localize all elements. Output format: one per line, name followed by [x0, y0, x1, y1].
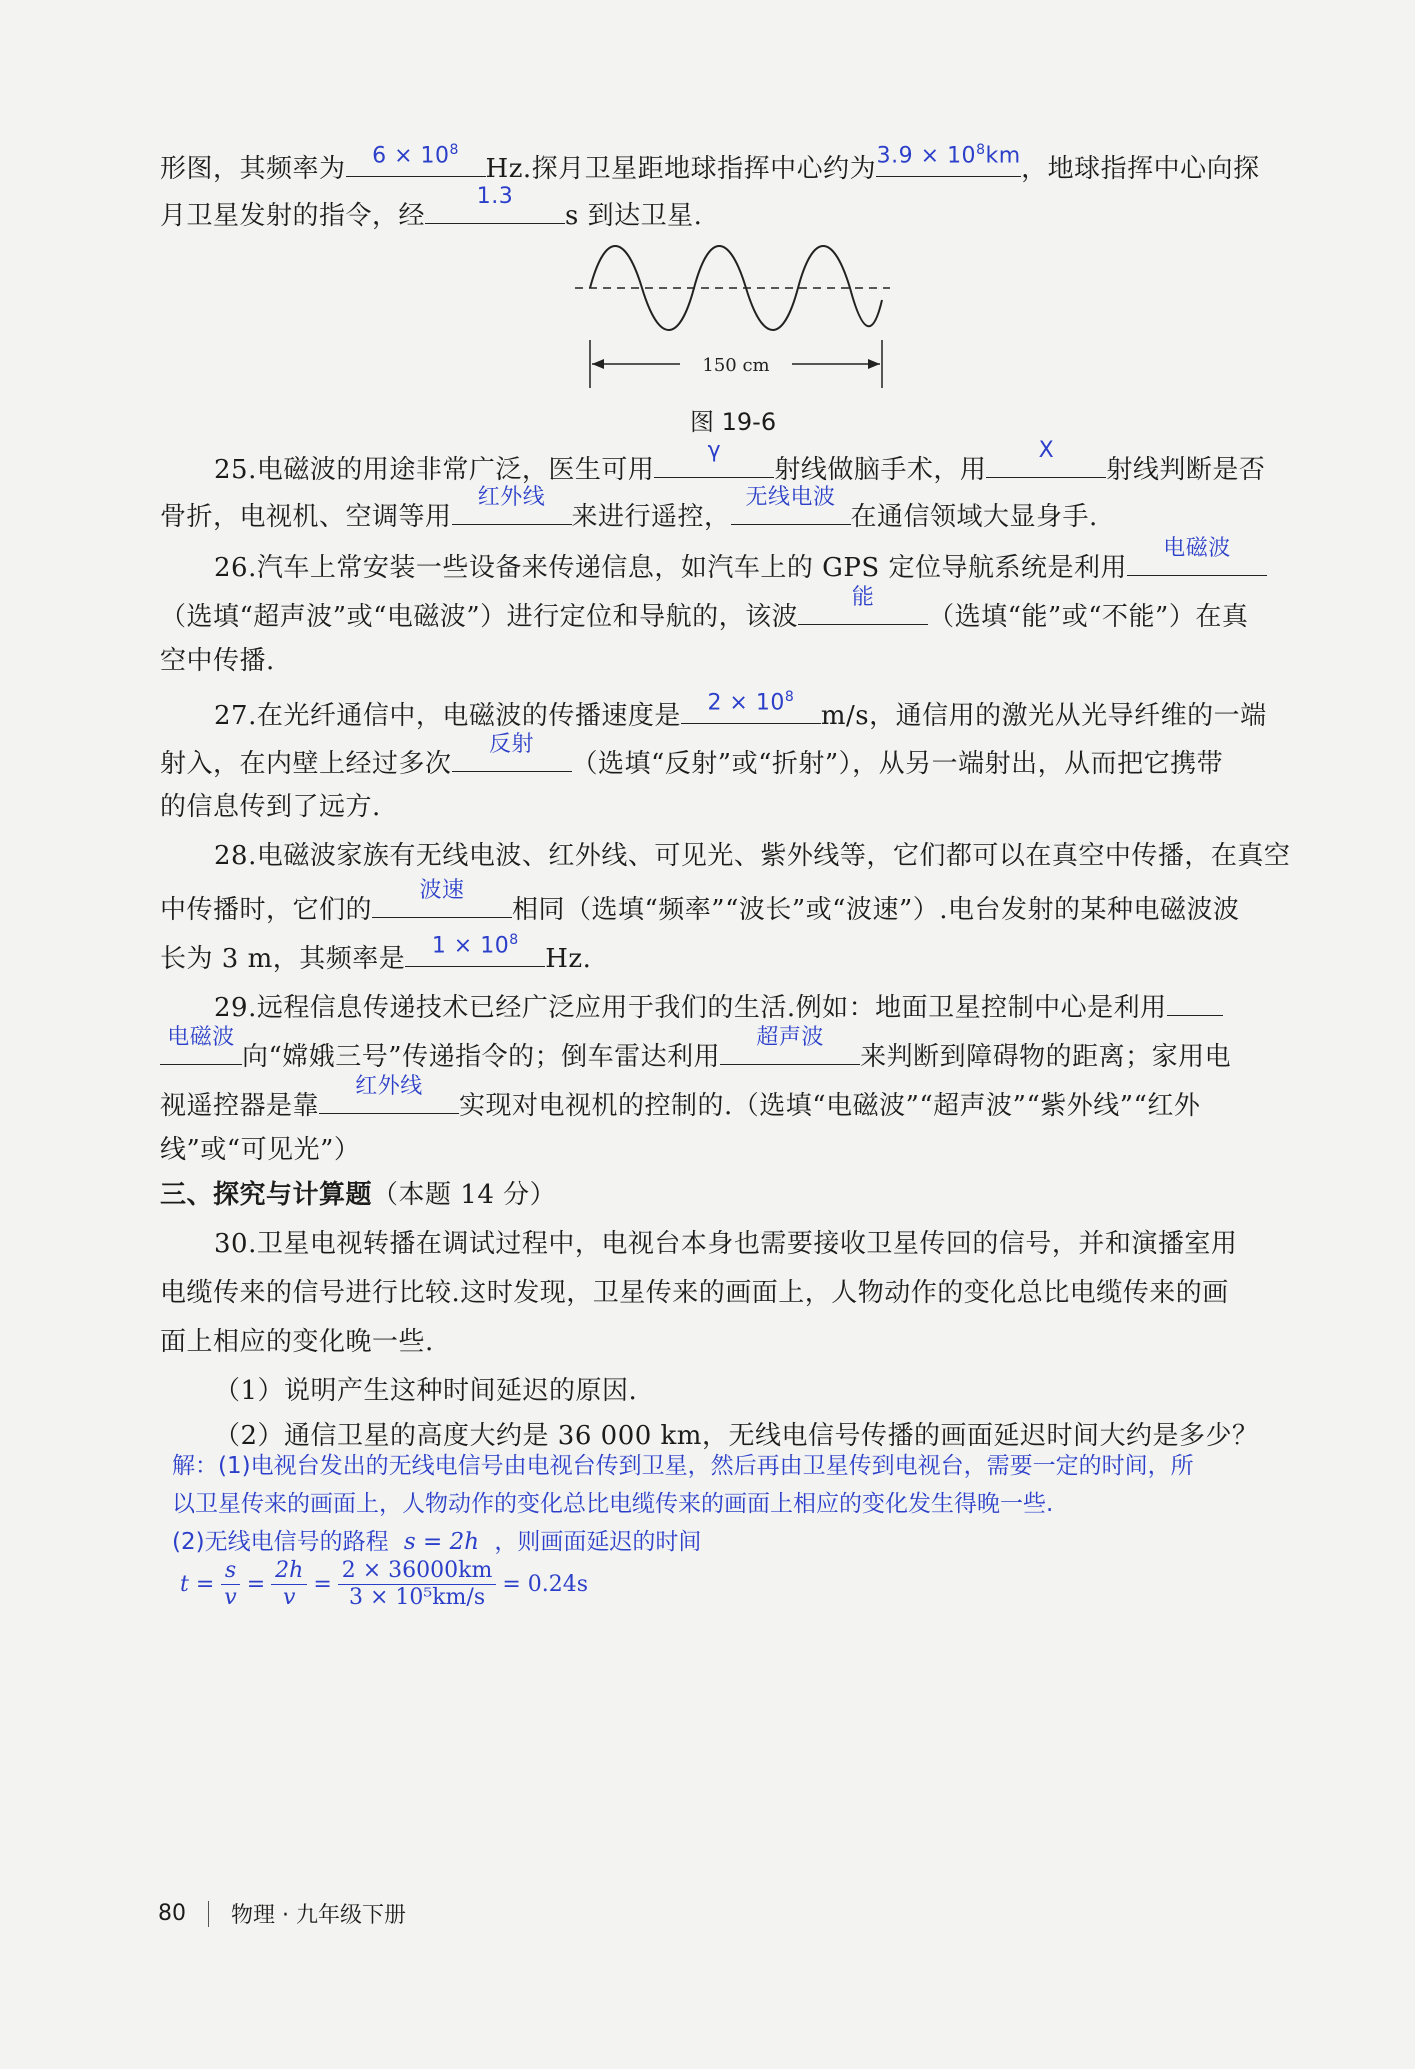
text: 骨折，电视机、空调等用 [160, 502, 452, 532]
answer-blank [986, 438, 1106, 478]
text: 中传播时，它们的 [160, 895, 373, 925]
text: 空中传播. [160, 646, 275, 676]
wave-figure [570, 240, 900, 390]
page-footer [158, 1898, 406, 1929]
answer-text: X [1038, 438, 1055, 463]
page-number: 80 [158, 1901, 186, 1926]
answer-text: $2 \times 10^8$ [707, 689, 795, 716]
section-score: （本题 14 分） [372, 1180, 557, 1210]
q29-line-3 [160, 1074, 1310, 1124]
answer-text: 电磁波 [167, 1025, 235, 1050]
answer-blank [798, 585, 928, 625]
q29-line-1 [214, 985, 1364, 1026]
answer-text: 无线电波 [745, 485, 836, 510]
text: 月卫星发射的指令，经 [160, 201, 426, 231]
answer-text: 反射 [489, 732, 535, 757]
answer-blank [452, 485, 572, 525]
solution-line-2: 以卫星传来的画面上，人物动作的变化总比电缆传来的画面上相应的变化发生得晚一些. [172, 1491, 1054, 1517]
result: = 0.24s [502, 1572, 589, 1597]
answer-blank-start [1167, 985, 1223, 1016]
answer-blank [452, 732, 572, 772]
denominator: v [224, 1585, 237, 1610]
answer-blank [731, 485, 851, 525]
formula-t: t = [180, 1572, 215, 1597]
text: m/s，通信用的激光从光导纤维的一端 [820, 701, 1267, 731]
text: 射线做脑手术，用 [774, 455, 987, 485]
q27-line-3 [160, 789, 1310, 825]
text: 25.电磁波的用途非常广泛，医生可用 [214, 455, 655, 485]
answer-blank [654, 438, 774, 478]
text: Hz.探月卫星距地球指挥中心约为 [485, 154, 877, 184]
text: 射线判断是否 [1106, 455, 1266, 485]
q29-line-4 [160, 1132, 1310, 1168]
text: 26.汽车上常安装一些设备来传递信息，如汽车上的 GPS 定位导航系统是利用 [214, 553, 1127, 583]
intro-line-1 [160, 142, 1310, 187]
text: 的信息传到了远方. [160, 792, 381, 822]
q29-line-2 [160, 1025, 1310, 1075]
answer-text: 红外线 [477, 485, 546, 510]
numerator: 2h [271, 1558, 307, 1585]
text: 来判断到障碍物的距离；家用电 [860, 1042, 1232, 1072]
q28-line-3 [160, 932, 1310, 977]
text: 向“嫦娥三号”传递指令的；倒车雷达利用 [242, 1042, 721, 1072]
answer-blank [720, 1025, 860, 1065]
q27-line-1 [214, 689, 1364, 734]
q26-line-2 [160, 585, 1310, 635]
text: 射入，在内壁上经过多次 [160, 749, 452, 779]
text: 线”或“可见光”） [160, 1135, 361, 1165]
answer-text: $6 \times 10^8$ [372, 142, 459, 169]
q26-line-1 [214, 536, 1364, 586]
q25-line-1 [214, 438, 1364, 488]
text: 实现对电视机的控制的.（选填“电磁波”“超声波”“紫外线”“红外 [459, 1091, 1201, 1121]
text: （2）通信卫星的高度大约是 36 000 km，无线电信号传播的画面延迟时间大约是多少？ [214, 1421, 1259, 1451]
q30-subquestion-2 [214, 1418, 1364, 1454]
text: （选填“能”或“不能”）在真 [928, 602, 1249, 632]
text: （选填“反射”或“折射”），从另一端射出，从而把它携带 [571, 749, 1224, 779]
intro-line-2 [160, 184, 1310, 234]
q27-line-2 [160, 732, 1310, 782]
answer-text: $1 \times 10^8$ [431, 932, 519, 959]
text: 电缆传来的信号进行比较.这时发现，卫星传来的画面上，人物动作的变化总比电缆传来的画 [160, 1278, 1229, 1308]
arrow-right [868, 359, 880, 369]
text: (2)无线电信号的路程 [172, 1529, 389, 1555]
solution-line-1: 解：(1)电视台发出的无线电信号由电视台传到卫星，然后再由卫星传到电视台，需要一定的时间，所 [172, 1453, 1194, 1479]
answer-blank [346, 142, 486, 177]
equals: = [246, 1572, 266, 1597]
text: ，则画面延迟的时间 [494, 1529, 702, 1555]
text: ，地球指挥中心向探 [1021, 154, 1260, 184]
fraction-numeric [338, 1558, 497, 1611]
q26-line-3 [160, 643, 1310, 679]
book-title: 物理 · 九年级下册 [231, 1903, 406, 1928]
answer-text: γ [707, 438, 722, 463]
q25-line-2 [160, 485, 1310, 535]
equation: s = 2h [403, 1529, 480, 1555]
q28-line-2 [160, 878, 1310, 928]
text: 形图，其频率为 [160, 154, 346, 184]
answer-blank [319, 1074, 459, 1114]
answer-blank [1127, 536, 1267, 576]
text: （1）说明产生这种时间延迟的原因. [214, 1376, 638, 1406]
q30-subquestion-1 [214, 1373, 1364, 1409]
text: 30.卫星电视转播在调试过程中，电视台本身也需要接收卫星传回的信号，并和演播室用 [214, 1229, 1238, 1259]
text: 相同（选填“频率”“波长”或“波速”）.电台发射的某种电磁波波 [512, 895, 1240, 925]
figure-caption: 图 19-6 [690, 408, 777, 436]
text: （选填“超声波”或“电磁波”）进行定位和导航的，该波 [160, 602, 799, 632]
q30-line-2 [160, 1275, 1310, 1311]
text: 来进行遥控， [571, 502, 731, 532]
q30-line-1 [214, 1226, 1364, 1262]
text: 面上相应的变化晚一些. [160, 1327, 434, 1357]
text: s 到达卫星. [565, 201, 703, 231]
answer-blank [160, 1025, 242, 1065]
answer-text: 红外线 [355, 1074, 423, 1099]
text: 29.远程信息传递技术已经广泛应用于我们的生活.例如：地面卫星控制中心是利用 [214, 993, 1167, 1023]
answer-blank [425, 184, 565, 224]
answer-text: 波速 [419, 878, 465, 903]
text: 视遥控器是靠 [160, 1091, 320, 1121]
text: 长为 3 m，其频率是 [160, 944, 406, 974]
q28-line-1 [214, 838, 1364, 874]
dimension-label: 150 cm [702, 355, 770, 376]
text: Hz. [545, 944, 592, 974]
answer-text: 1.3 [476, 184, 514, 209]
text: 在通信领域大显身手. [850, 502, 1098, 532]
answer-blank [372, 878, 512, 918]
answer-blank [876, 142, 1021, 177]
section-title: 三、探究与计算题 [160, 1180, 373, 1210]
numerator: s [221, 1558, 240, 1585]
answer-text: 电磁波 [1163, 536, 1231, 561]
q30-line-3 [160, 1324, 1310, 1360]
text: 27.在光纤通信中，电磁波的传播速度是 [214, 701, 681, 731]
arrow-left [592, 359, 604, 369]
footer-divider [208, 1901, 209, 1927]
answer-blank [405, 932, 545, 967]
denominator: v [283, 1585, 296, 1610]
fraction-2h-over-v [271, 1558, 307, 1611]
answer-text: 能 [851, 585, 875, 610]
equals: = [313, 1572, 332, 1597]
solution-line-3 [172, 1526, 701, 1558]
answer-text: $3.9 \times 10^8km$ [876, 142, 1021, 169]
answer-text: 超声波 [756, 1025, 824, 1050]
numerator: 2 × 36000km [338, 1558, 497, 1585]
section-heading [160, 1177, 1310, 1213]
delay-formula [180, 1558, 588, 1611]
denominator: 3 × 10⁵km/s [349, 1585, 486, 1610]
fraction-s-over-v [220, 1558, 240, 1611]
text: 28.电磁波家族有无线电波、红外线、可见光、紫外线等，它们都可以在真空中传播，在真空 [214, 841, 1291, 871]
answer-blank [681, 689, 821, 724]
